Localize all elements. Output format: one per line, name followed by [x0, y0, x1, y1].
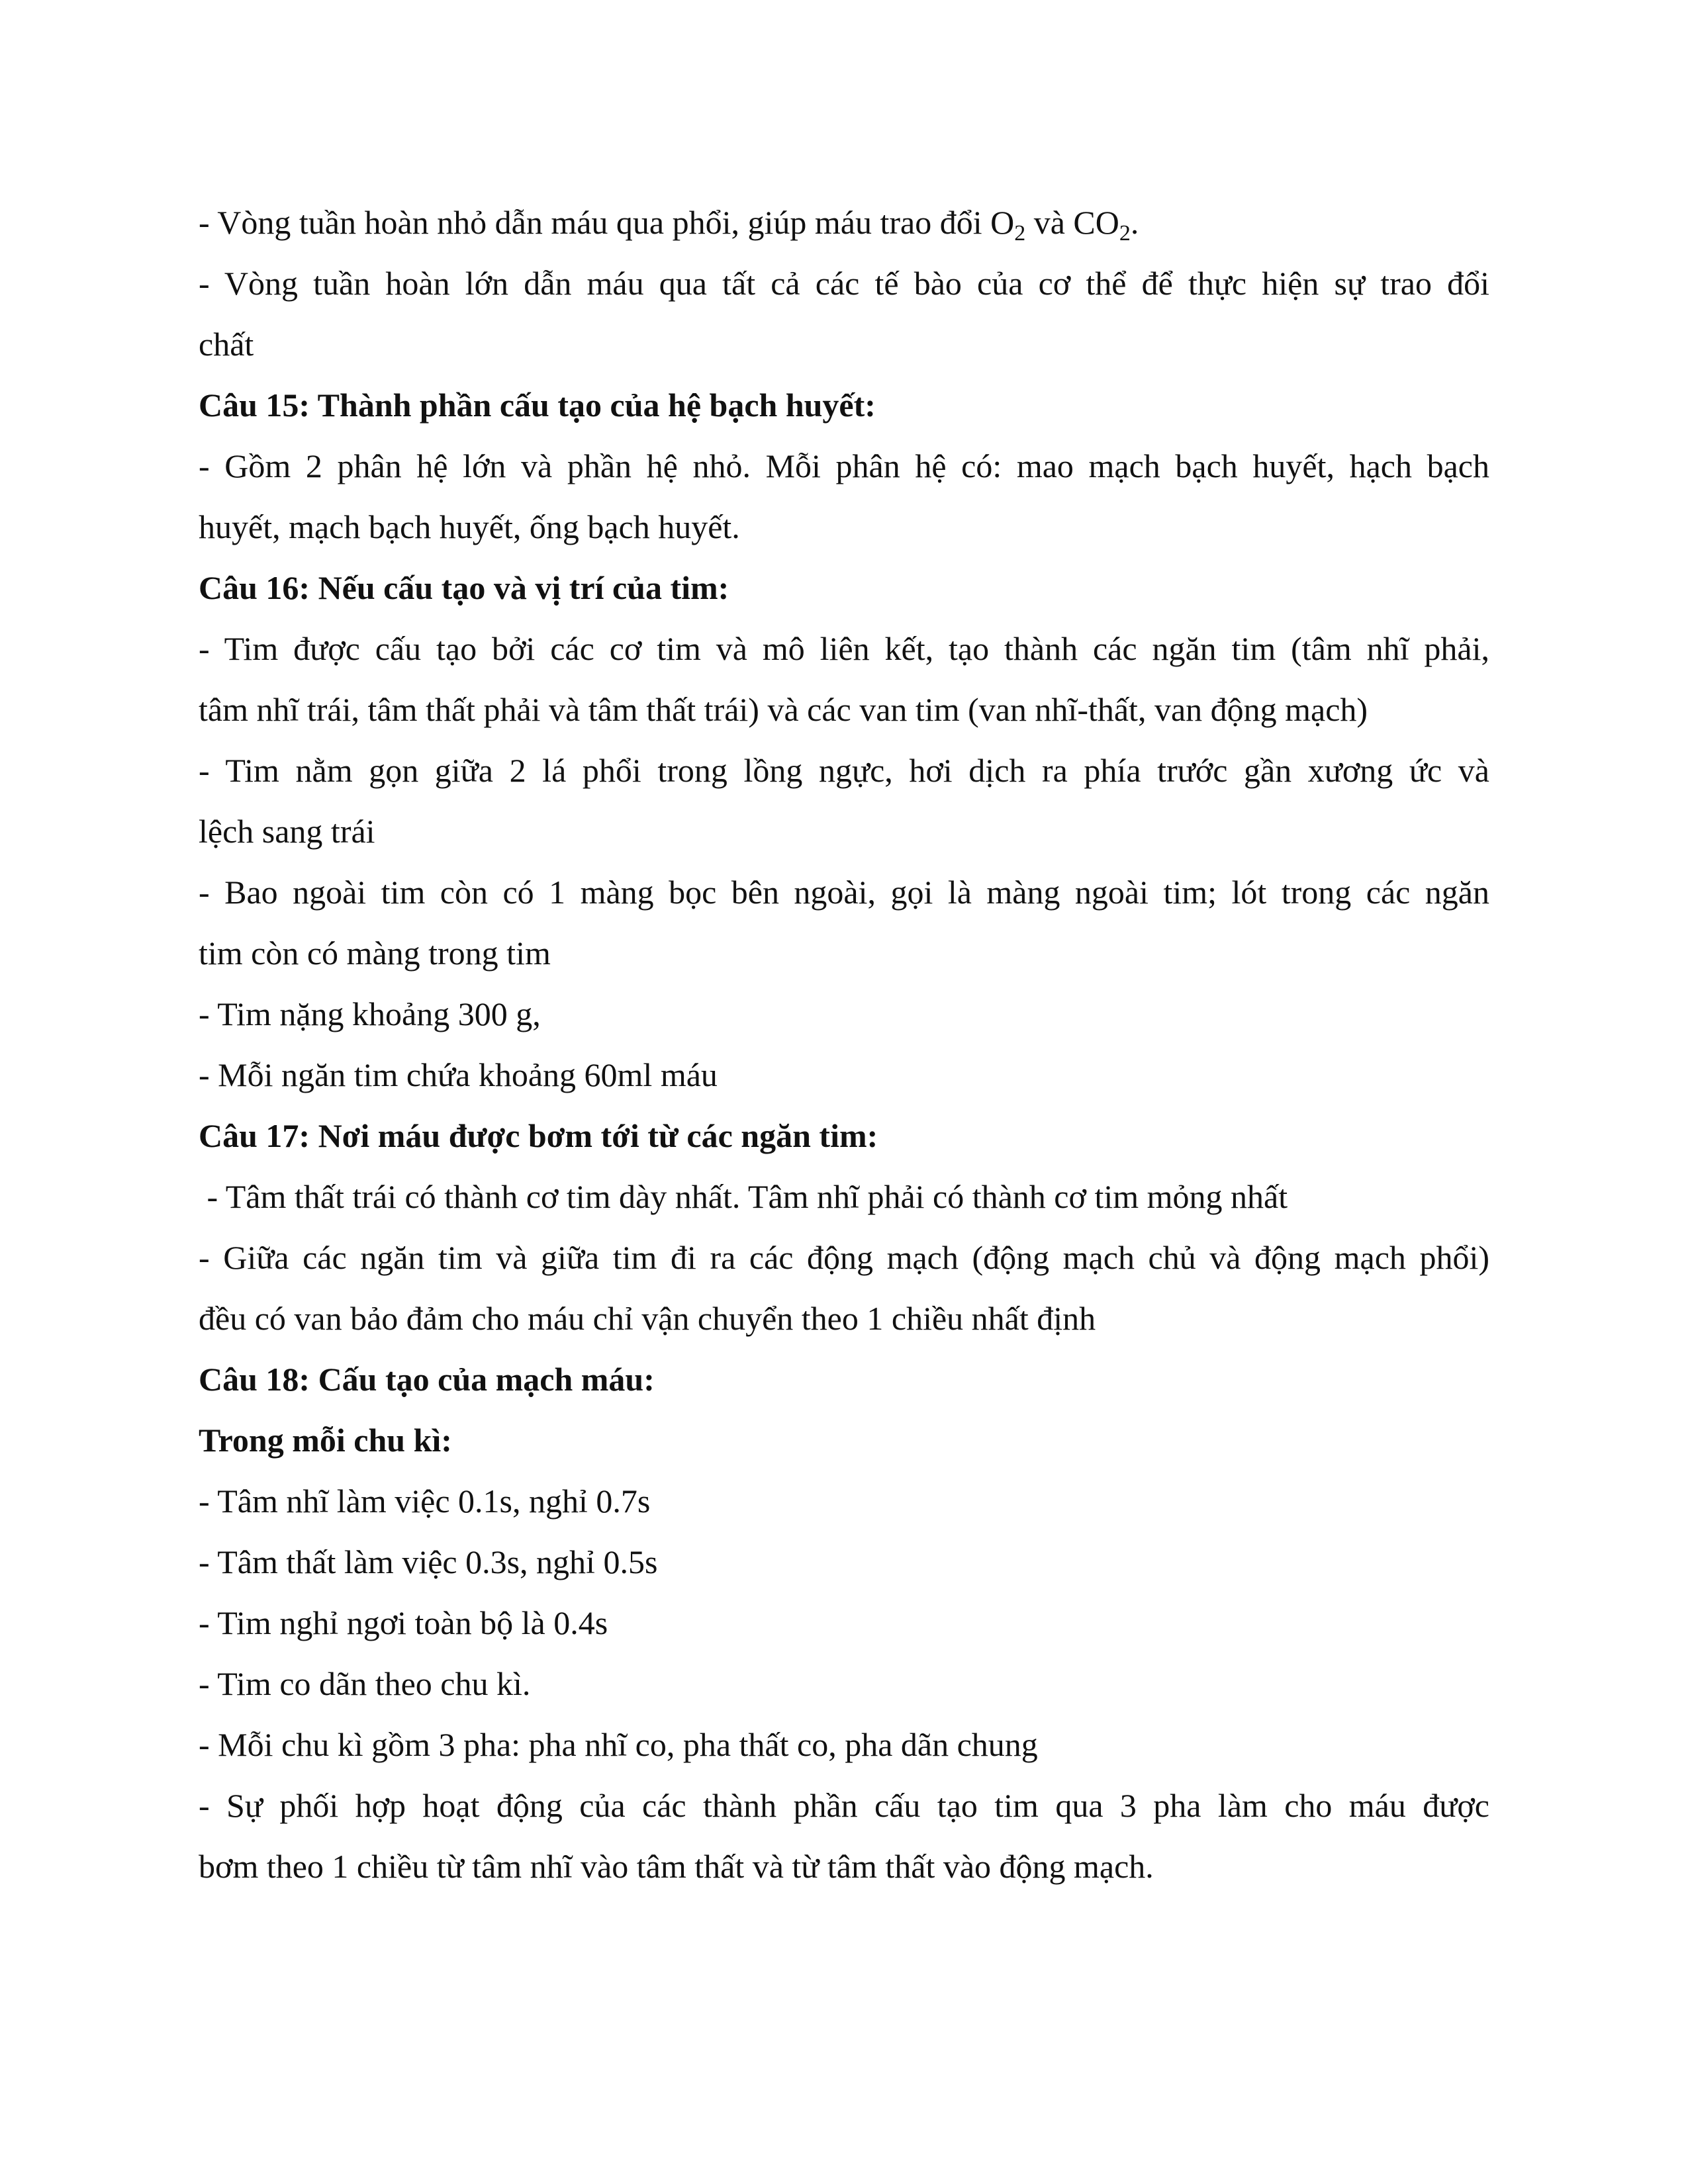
question-heading-16: Câu 16: Nếu cấu tạo và vị trí của tim:	[199, 569, 729, 606]
question-heading-18: Câu 18: Cấu tạo của mạch máu:	[199, 1361, 655, 1398]
text-line: - Gồm 2 phân hệ lớn và phần hệ nhỏ. Mỗi phân hệ có: mao mạch bạch huyết, hạch bạch	[199, 447, 1489, 484]
text-line: - Vòng tuần hoàn lớn dẫn máu qua tất cả các tế bào của cơ thể để thực hiện sự trao đổi	[199, 265, 1489, 302]
text-line: - Tâm thất trái có thành cơ tim dày nhất. Tâm nhĩ phải có thành cơ tim mỏng nhất	[199, 1178, 1288, 1215]
text-line: - Tim nghỉ ngơi toàn bộ là 0.4s	[199, 1604, 608, 1641]
text-line: bơm theo 1 chiều từ tâm nhĩ vào tâm thất và từ tâm thất vào động mạch.	[199, 1848, 1154, 1885]
text-line: lệch sang trái	[199, 813, 375, 850]
text-line: - Vòng tuần hoàn nhỏ dẫn máu qua phổi, giúp máu trao đổi $O_2$ và $CO_2$.	[199, 204, 1139, 246]
text-line: - Sự phối hợp hoạt động của các thành phần cấu tạo tim qua 3 pha làm cho máu được	[199, 1787, 1489, 1824]
text-line: - Giữa các ngăn tim và giữa tim đi ra các động mạch (động mạch chủ và động mạch phổi)	[199, 1239, 1489, 1276]
text-line: chất	[199, 326, 254, 363]
text-line: - Tim nằm gọn giữa 2 lá phổi trong lồng ngực, hơi dịch ra phía trước gần xương ức và	[199, 752, 1489, 789]
text-line: - Tâm thất làm việc 0.3s, nghỉ 0.5s	[199, 1543, 658, 1580]
text-line: - Tim nặng khoảng 300 g,	[199, 995, 541, 1032]
text-line: - Tim được cấu tạo bởi các cơ tim và mô liên kết, tạo thành các ngăn tim (tâm nhĩ phải,	[199, 630, 1489, 667]
question-heading-17: Câu 17: Nơi máu được bơm tới từ các ngăn tim:	[199, 1117, 878, 1154]
text-line: - Mỗi chu kì gồm 3 pha: pha nhĩ co, pha thất co, pha dãn chung	[199, 1726, 1038, 1763]
text-line: - Bao ngoài tim còn có 1 màng bọc bên ngoài, gọi là màng ngoài tim; lót trong các ngăn	[199, 874, 1489, 911]
text-line: đều có van bảo đảm cho máu chỉ vận chuyển theo 1 chiều nhất định	[199, 1300, 1096, 1337]
document-page	[199, 192, 1489, 1897]
text-line: - Tâm nhĩ làm việc 0.1s, nghỉ 0.7s	[199, 1482, 651, 1520]
text-line: tim còn có màng trong tim	[199, 934, 551, 972]
subheading-cycle: Trong mỗi chu kì:	[199, 1422, 452, 1459]
text-line: - Mỗi ngăn tim chứa khoảng 60ml máu	[199, 1056, 718, 1093]
question-heading-15: Câu 15: Thành phần cấu tạo của hệ bạch huyết:	[199, 387, 876, 424]
text-line: tâm nhĩ trái, tâm thất phải và tâm thất trái) và các van tim (van nhĩ-thất, van động mạch)	[199, 691, 1368, 728]
text-line: - Tim co dãn theo chu kì.	[199, 1665, 531, 1702]
text-line: huyết, mạch bạch huyết, ống bạch huyết.	[199, 508, 740, 545]
